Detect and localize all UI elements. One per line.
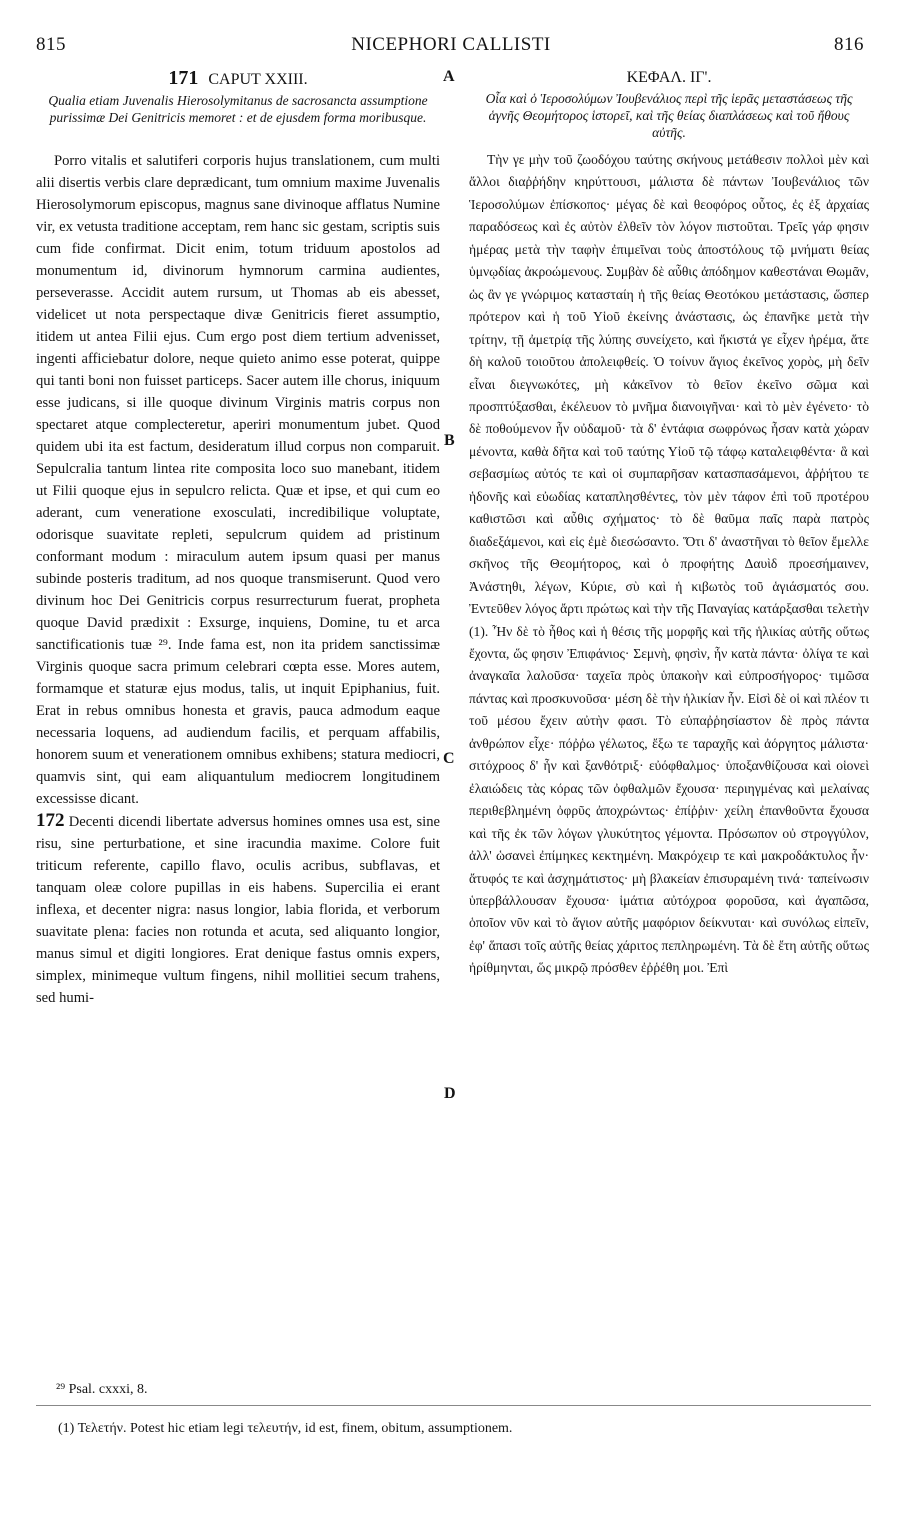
latin-paragraph-2: [36, 810, 440, 1009]
latin-subtitle: Qualia etiam Juvenalis Hierosolymitanus de sacrosancta assumptione purissimæ Dei Genitricis memoret : et de ejusdem forma moribusque.: [48, 93, 428, 125]
section-number: 171: [168, 67, 199, 89]
latin-body-2: Decenti dicendi libertate adversus homines omnes usa est, sine risu, sine perturbatione, et sine iracundia maxime. Colore fuit triticum referente, capillo flavo, oculis acribus, subflavas, et tanquam oleæ colore pupillas in eis habens. Supercilia ei erant inflexa, et decenter nigra: nasus longior, labia florida, et verborum suavitate plena: facies non rotunda et acuta, sed aliquanto longior, manus simul et digiti longiores. Erat denique fastus omnis expers, simplex, minimeque vultum fingens, nihil mollitiei secum trahens, sed humi-: [36, 814, 440, 1006]
margin-letter-d: D: [444, 1085, 456, 1102]
latin-chapter-title: CAPUT XXIII.: [208, 71, 308, 88]
greek-subtitle: Οἷα καὶ ὁ Ἱεροσολύμων Ἰουβενάλιος περὶ τῆς ἱερᾶς μεταστάσεως τῆς ἁγνῆς Θεομήτορος ἱστορεῖ, καὶ τῆς θείας διαπλάσεως καὶ τοῦ ἤθους αὐτῆς.: [485, 91, 853, 140]
footnote-rule: [36, 1405, 871, 1406]
latin-footnote: ²⁹ Psal. cxxxi, 8.: [56, 1382, 148, 1397]
section-number-2: 172: [36, 810, 65, 831]
page-number-right: 816: [834, 34, 864, 55]
running-title: NICEPHORI CALLISTI: [351, 34, 551, 55]
latin-chapter-heading: [36, 68, 440, 90]
bottom-footnote: (1) Τελετήν. Potest hic etiam legi τελευτήν, id est, finem, obitum, assumptionem.: [58, 1421, 513, 1436]
latin-body: Porro vitalis et salutiferi corporis hujus translationem, cum multi alii disertis verbis clare deprædicant, tum omnium maxime Juvenalis Hierosolymorum episcopus, magnus sane divinoque afflatus Numine vir, ex vetusta traditione acceptam, rem hanc sic gestam, scriptis suis cum fide confirmat. Dicit enim, totum triduum apostolos ad monumentum id, divinorum hymnorum carmina audientes, perseverasse. Accidit autem rursum, ut Thomas ab eis abesset, videlicet ut nota perspectaque divæ Genitricis fieret assumptio, itidem ut antea Filii ejus. Cum ergo post diem tertium advenisset, ingenti afficiebatur dolore, neque quieto animo esse poterat, quippe qui tanti boni non fuisset particeps. Sacer autem ille chorus, iniquum esse judicans, si ille quoque divinum Virginis matris corpus non spectaret atque complecteretur, aperiri monumentum jubet. Quod quidem ubi ita est factum, desideratum illud corpus non comparuit. Sepulcralia tantum lintea rite composita loco suo manebant, itidem ut Filii quoque ejus in sepulcro relicta. Quæ et ipse, et qui cum eo aderant, cum veneratione exosculati, incredibilique voluptate, odorisque suavitate repleti, sepulcrum quidem ad pristinum conformant modum : miraculum autem ipsum quasi per manus subinde posteris traditum, ad nos quoque transmiserunt. Quod vero divinum hoc Dei Genitricis corpus resurrecturum fuerat, propheta quoque David prædixit : Exsurge, inquiens, Domine, tu et arca sanctificationis tuæ ²⁹. Inde fama est, non ita pridem sanctissimæ Virginis quoque sacra primum celebrari cœpta esse. Mores autem, formamque et staturæ ejus modus, talis, ut inquit Epiphanius, fuit. Erat in rebus omnibus honesta et gravis, pauca admodum eaque necessaria loquens, ad audiendum facilis, et perquam affabilis, honorem suum et venerationem omnibus exhibens; statura mediocri, quamvis sint, qui eam aliquantulum mediocrem longitudinem excessisse dicant.: [36, 153, 440, 807]
greek-body: Τὴν γε μὴν τοῦ ζωοδόχου ταύτης σκήνους μετάθεσιν πολλοὶ μὲν καὶ ἄλλοι διαῤῥήδην κηρύττουσι, μάλιστα δὲ πάντων Ἰουβενάλιος τῶν Ἱεροσολύμων ἐπίσκοπος· μέγας δὲ καὶ θεοφόρος οὗτος, ἐς ἐξ ἀρχαίας παραδόσεως καὶ ἐς αὐτὸν ἐλθεῖν τὸν λόγον πιστοῦται. Τρεῖς γάρ φησιν ἡμέρας μετὰ τὴν ταφὴν ἐπιμεῖναι τοὺς ἀποστόλους τῷ μνήματι θείας ὑμνῳδίας ἀκροώμενους. Συμβὰν δὲ αὖθις ἀπόδημον καθεστάναι Θωμᾶν, ὡς ἂν γε γνώριμος κατασταίη ἡ τῆς θείας Θεοτόκου μετάστασις, ὥσπερ πρότερον καὶ ἡ τοῦ Υἱοῦ ἐκείνης ἀνάστασις, ὡς ἐπανῆκε μετὰ τὴν τρίτην, τῇ ἀμετρίᾳ τῆς λύπης συνείχετο, καὶ ἥκιστά γε εἶχεν ἠρέμα, ἅτε δὴ καλοῦ τοιοῦτου ἀπολειφθείς. Ὁ τοίνυν ἅγιος ἐκεῖνος χορὸς, μὴ δεῖν εἶναι διεγνωκότες, μὴ κἀκεῖνον τὸ θεῖον ἐκεῖνο σῶμα καὶ προσπτύξασθαι, ἐκέλευον τὸ μνῆμα διανοιγῆναι· καὶ τὸ μὲν ἐγένετο· τὸ δὲ ποθούμενον ἦν οὐδαμοῦ· τὰ δ' ἐντάφια σωφρόνως ἦσαν κατὰ χώραν μένοντα, καθὰ δῆτα καὶ τοῦ ταύτης Υἱοῦ τῷ τάφῳ καταλειφθέντα· ἃ καὶ σεβασμίως αὐτός τε καὶ οἱ συμπαρῆσαν κατασπασάμενοι, ἀῤῥήτου τε ἡδονῆς καὶ εὐωδίας καταπλησθέντες, τὸν μὲν τάφον ἐπὶ τοῦ προτέρου καθιστῶσι καὶ αὖθις σχήματος· τὸ δὲ θαῦμα παῖς παρὰ πατρὸς διαδεξάμενοι, καὶ εἰς ἐμὲ διεσώσαντο. Ὅτι δ' ἀναστῆναι τὸ θεῖον ἔμελλε σκῆνος τῆς Θεομήτορος, καὶ ὁ προφήτης Δαυὶδ προεσήμαινεν, Ἀνάστηθι, λέγων, Κύριε, σὺ καὶ ἡ κιβωτὸς τοῦ ἁγιάσματός σου. Ἐντεῦθεν λόγος ἄρτι πρώτως καὶ τὴν τῆς Παναγίας κατάρξασθαι τελετὴν (1). Ἦν δὲ τὸ ἦθος καὶ ἡ θέσις τῆς μορφῆς καὶ τῆς ἡλικίας αὐτῆς οὕτως ἔχοντα, ὥς φησιν Ἐπιφάνιος· Σεμνὴ, φησὶν, ἦν κατὰ πάντα· ὀλίγα τε καὶ ἀναγκαῖα λαλοῦσα· ταχεῖα πρὸς ὑπακοὴν καὶ εὐπροσήγορος· τιμῶσα πάντας καὶ προσκυνοῦσα· μέση δὲ τὴν ἡλικίαν ἦν. Εἰσὶ δὲ οἱ καὶ πλέον τι τοῦ μέσου ἔχειν αὐτὴν φασι. Τὸ εὐπαῤῥησίαστον δὲ πρὸς πάντα ἀνθρώπον εἶχε· πόῤῥω γέλωτος, ἔξω τε ταραχῆς καὶ ἀόργητος μάλιστα· σιτόχροος δ' ἦν καὶ ξανθότριξ· εὐόφθαλμος· ὑποξανθίζουσα καὶ οἱονεὶ ἐλαιώδεις τὰς κόρας τῶν ὀφθαλμῶν ἔχουσα· περιηγμένας καὶ μελαίνας περιθεβλημένη ὀφρῦς ἀποχρώντως· ἐπίῤῥιν· χείλη ἐπανθοῦντα ἔχουσα καὶ τῆς ἐκ τῶν λόγων γλυκύτητος γέμοντα. Πρόσωπον οὐ στρογγύλον, ἀλλ' ὡσανεὶ ἐπίμηκες κεκτημένη. Μακρόχειρ τε καὶ μακροδάκτυλος ἦν· ἄτυφός τε καὶ ἀσχημάτιστος· μὴ βλακείαν ἐπισυραμένη τινά· ταπείνωσιν ὑπερβάλλουσαν ἔχουσα· ἱμάτια αὐτόχροα φοροῦσα, καὶ ἀγαπῶσα, ὁποῖον νῦν καὶ τὸ ἅγιον αὐτῆς μαφόριον δείκνυται· καὶ συνόλως εἰπεῖν, ἐφ' ἅπασι τοῖς αὐτῆς θείας χάριτος πεπληρωμένη. Τὰ δὲ ἔτη αὐτῆς οὕτως ἠρίθμηνται, ὥς μικρῷ πρόσθεν ἐῤῥέθη μοι. Ἐπὶ: [469, 152, 869, 976]
margin-letter-a: A: [443, 68, 455, 85]
greek-column: [469, 68, 869, 980]
greek-chapter-title: ΚΕΦΑΛ. ΙΓ'.: [626, 69, 712, 86]
page-number-left: 815: [36, 34, 66, 55]
latin-column: [36, 68, 440, 1009]
margin-letter-b: B: [444, 432, 455, 449]
margin-letter-c: C: [443, 750, 455, 767]
